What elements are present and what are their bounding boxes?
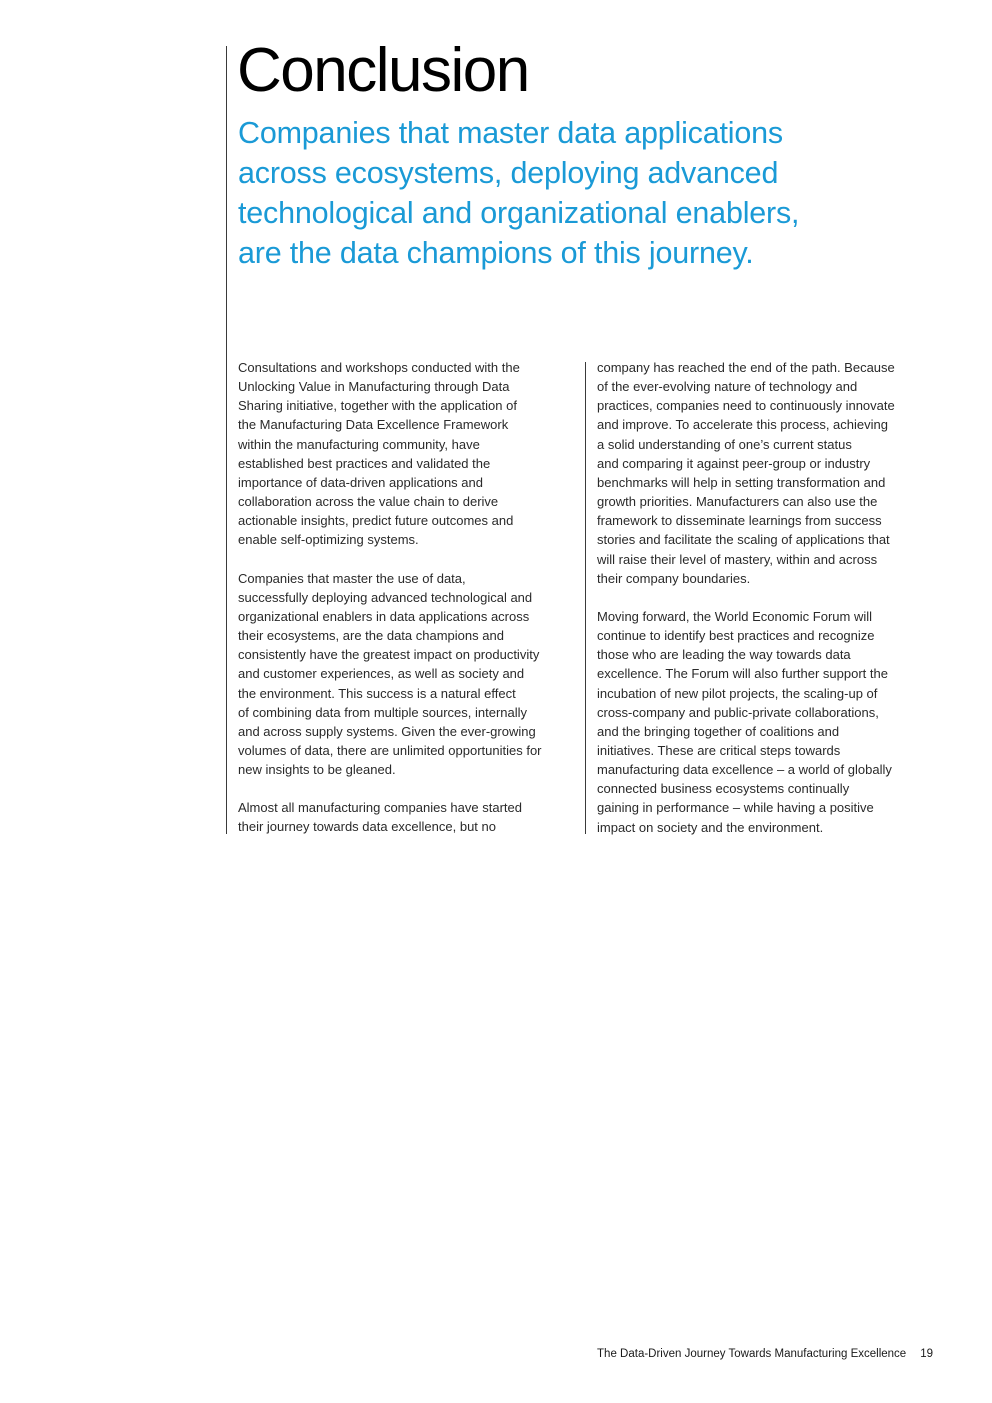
body-text-line: the Manufacturing Data Excellence Framework — [238, 417, 509, 433]
body-text-line: and customer experiences, as well as society and — [238, 666, 525, 682]
body-text-line: actionable insights, predict future outcomes and — [238, 513, 514, 529]
body-text-line: continue to identify best practices and recognize — [597, 628, 875, 644]
body-text-line: consistently have the greatest impact on productivity — [238, 647, 540, 663]
body-text-line: connected business ecosystems continually — [597, 781, 850, 797]
body-text-line: those who are leading the way towards data — [597, 647, 851, 663]
body-text-line: volumes of data, there are unlimited opportunities for — [238, 742, 542, 758]
body-text-line: stories and facilitate the scaling of applications that — [597, 532, 890, 548]
body-text-line: impact on society and the environment. — [597, 819, 824, 835]
body-text-line: their company boundaries. — [597, 570, 751, 586]
body-paragraph — [238, 358, 580, 550]
body-text-line: framework to disseminate learnings from success — [597, 513, 882, 529]
body-text-line: practices, companies need to continuously innovate — [597, 398, 895, 414]
body-text-line: of the ever-evolving nature of technology and — [597, 379, 858, 395]
body-column-left — [238, 358, 580, 856]
body-column-right — [597, 358, 942, 856]
body-text-line: Unlocking Value in Manufacturing through Data — [238, 379, 510, 395]
standfirst-line: across ecosystems, deploying advanced — [238, 156, 779, 190]
body-text-line: organizational enablers in data applications across — [238, 608, 530, 624]
body-text-line: incubation of new pilot projects, the scaling-up of — [597, 685, 878, 701]
running-title: The Data-Driven Journey Towards Manufacturing Excellence — [597, 1348, 907, 1360]
standfirst — [238, 113, 898, 273]
standfirst-line: are the data champions of this journey. — [238, 236, 754, 270]
body-text-line: established best practices and validated the — [238, 455, 491, 471]
body-text-line: and comparing it against peer-group or industry — [597, 455, 871, 471]
body-text-line: cross-company and public-private collaborations, — [597, 704, 879, 720]
page-title: Conclusion — [237, 36, 529, 105]
body-paragraph — [597, 607, 942, 837]
body-text-line: importance of data-driven applications and — [238, 474, 483, 490]
page-footer — [597, 1346, 933, 1362]
body-text-line: and across supply systems. Given the ever-growing — [238, 723, 536, 739]
body-text-line: and improve. To accelerate this process, achieving — [597, 417, 888, 433]
left-vertical-rule — [226, 46, 227, 834]
body-text-line: Almost all manufacturing companies have started — [238, 800, 522, 816]
body-text-line: enable self-optimizing systems. — [238, 532, 419, 548]
body-text-line: their journey towards data excellence, but no — [238, 819, 496, 835]
body-text-line: benchmarks will help in setting transformation and — [597, 474, 886, 490]
body-paragraph — [238, 798, 580, 836]
body-text-line: company has reached the end of the path. Because — [597, 360, 895, 375]
body-text-line: will raise their level of mastery, within and across — [597, 551, 878, 567]
body-text-line: of combining data from multiple sources, internally — [238, 704, 528, 720]
column-divider-rule — [585, 362, 586, 834]
body-text-line: within the manufacturing community, have — [238, 436, 480, 452]
body-text-line: excellence. The Forum will also further support the — [597, 666, 888, 682]
page-number: 19 — [920, 1348, 933, 1360]
body-text-line: growth priorities. Manufacturers can also use the — [597, 494, 878, 510]
body-text-line: gaining in performance – while having a positive — [597, 800, 874, 816]
body-text-line: a solid understanding of one’s current status — [597, 436, 852, 452]
standfirst-line: technological and organizational enablers, — [238, 196, 800, 230]
body-text-line: manufacturing data excellence – a world of globally — [597, 762, 892, 778]
body-text-line: Sharing initiative, together with the application of — [238, 398, 517, 414]
body-text-line: Consultations and workshops conducted with the — [238, 360, 520, 375]
standfirst-line: Companies that master data applications — [238, 116, 783, 150]
body-text-line: the environment. This success is a natural effect — [238, 685, 516, 701]
body-text-line: successfully deploying advanced technological and — [238, 589, 533, 605]
body-text-line: initiatives. These are critical steps towards — [597, 742, 841, 758]
body-text-line: collaboration across the value chain to derive — [238, 494, 499, 510]
body-paragraph — [597, 358, 942, 588]
body-paragraph — [238, 569, 580, 780]
body-text-line: their ecosystems, are the data champions and — [238, 628, 504, 644]
body-text-line: new insights to be gleaned. — [238, 762, 396, 778]
body-text-line: Moving forward, the World Economic Forum will — [597, 608, 873, 624]
body-text-line: Companies that master the use of data, — [238, 570, 466, 586]
body-text-line: and the bringing together of coalitions and — [597, 723, 840, 739]
